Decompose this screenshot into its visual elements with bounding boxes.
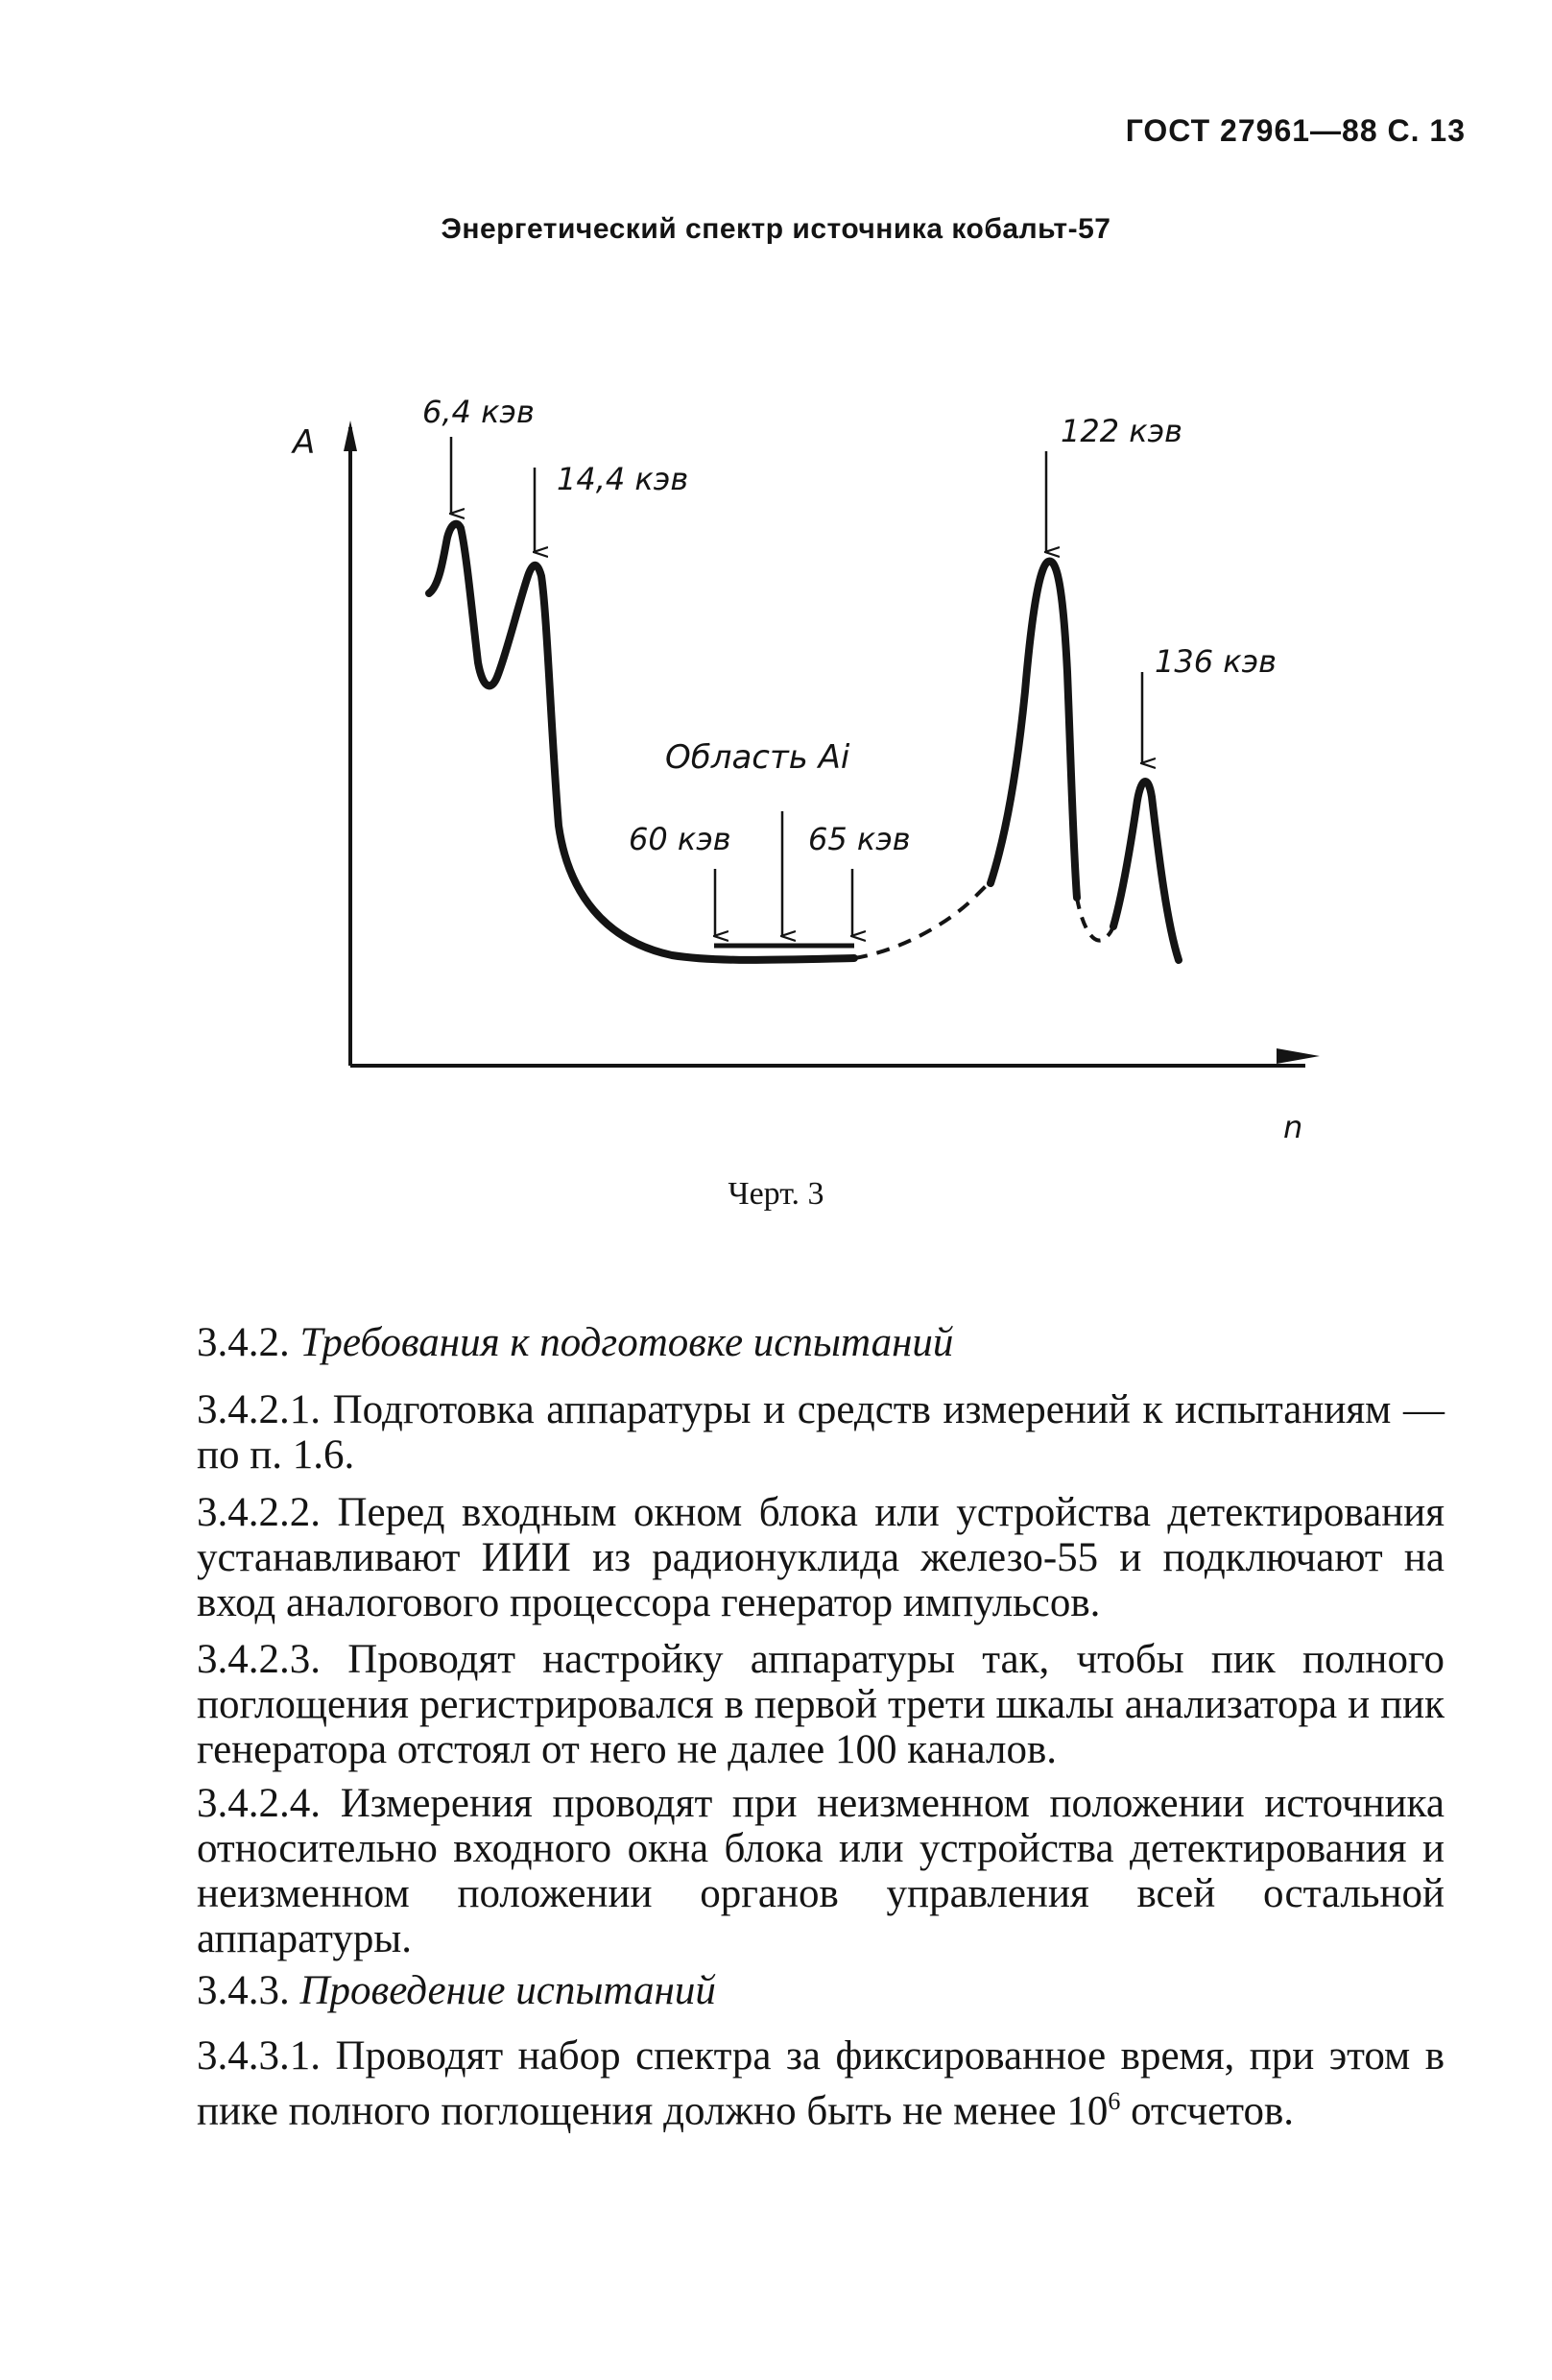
paragraph-3-4-2-3 (197, 1637, 1445, 1772)
section-title: Проведение испытаний (299, 1968, 716, 2013)
spectrum-curve-dashed-2 (1077, 898, 1113, 941)
label-region-ai: Область Ai (665, 738, 850, 777)
spectrum-chart (0, 0, 1552, 1152)
paragraph-number: 3.4.2.2. (197, 1490, 321, 1535)
section-number: 3.4.2. (197, 1320, 290, 1365)
page-header: ГОСТ 27961—88 С. 13 (1125, 113, 1466, 148)
x-axis-label: n (1283, 1109, 1303, 1145)
paragraph-text: Подготовка аппаратуры и средств измерений к испытаниям — по п. 1.6. (197, 1387, 1445, 1478)
superscript: 6 (1108, 2087, 1121, 2115)
section-title: Требования к подготовке испытаний (299, 1320, 954, 1365)
section-3-4-2-heading (197, 1320, 1445, 1365)
label-122-kev: 122 кэв (1061, 413, 1182, 449)
label-136-kev: 136 кэв (1155, 643, 1277, 680)
paragraph-number: 3.4.2.4. (197, 1781, 321, 1826)
section-3-4-3-heading (197, 1968, 1445, 2013)
section-number: 3.4.3. (197, 1968, 290, 2013)
spectrum-curve-122-rise (991, 562, 1077, 898)
paragraph-text: Проводят набор спектра за фиксированное время, при этом в пике полного поглощения должно быть не менее 10 (197, 2033, 1445, 2134)
paragraph-number: 3.4.2.1. (197, 1387, 321, 1432)
paragraph-3-4-2-4 (197, 1781, 1445, 1961)
figure-caption: Черт. 3 (728, 1176, 824, 1212)
figure-title: Энергетический спектр источника кобальт-57 (441, 213, 1111, 245)
spectrum-curve-136 (1113, 781, 1179, 960)
x-axis-arrow (1277, 1048, 1320, 1064)
label-6-4-kev: 6,4 кэв (422, 394, 535, 430)
label-65-kev: 65 кэв (808, 821, 911, 857)
label-60-kev: 60 кэв (629, 821, 731, 857)
paragraph-number: 3.4.2.3. (197, 1637, 321, 1682)
paragraph-text: Измерения проводят при неизменном положении источника относительно входного окна блока или устройства детектирования и неизменном положении органов управления всей остальной аппаратуры. (197, 1781, 1445, 1961)
y-axis-arrow (344, 421, 357, 451)
paragraph-3-4-2-1 (197, 1387, 1445, 1478)
label-14-4-kev: 14,4 кэв (557, 461, 689, 497)
y-axis-label: A (293, 423, 316, 462)
spectrum-curve-dashed-1 (854, 881, 991, 958)
paragraph-3-4-2-2 (197, 1490, 1445, 1625)
paragraph-number: 3.4.3.1. (197, 2033, 321, 2079)
paragraph-text: Проводят настройку аппаратуры так, чтобы пик полного поглощения регистрировался в первой трети шкалы анализатора и пик генератора отстоял от него не далее 100 каналов. (197, 1637, 1445, 1772)
paragraph-text: Перед входным окном блока или устройства детектирования устанавливают ИИИ из радионуклида железо-55 и подключают на вход аналогового процессора генератор импульсов. (197, 1490, 1445, 1625)
paragraph-text-end: отсчетов. (1120, 2088, 1295, 2134)
paragraph-3-4-3-1 (197, 2033, 1445, 2133)
